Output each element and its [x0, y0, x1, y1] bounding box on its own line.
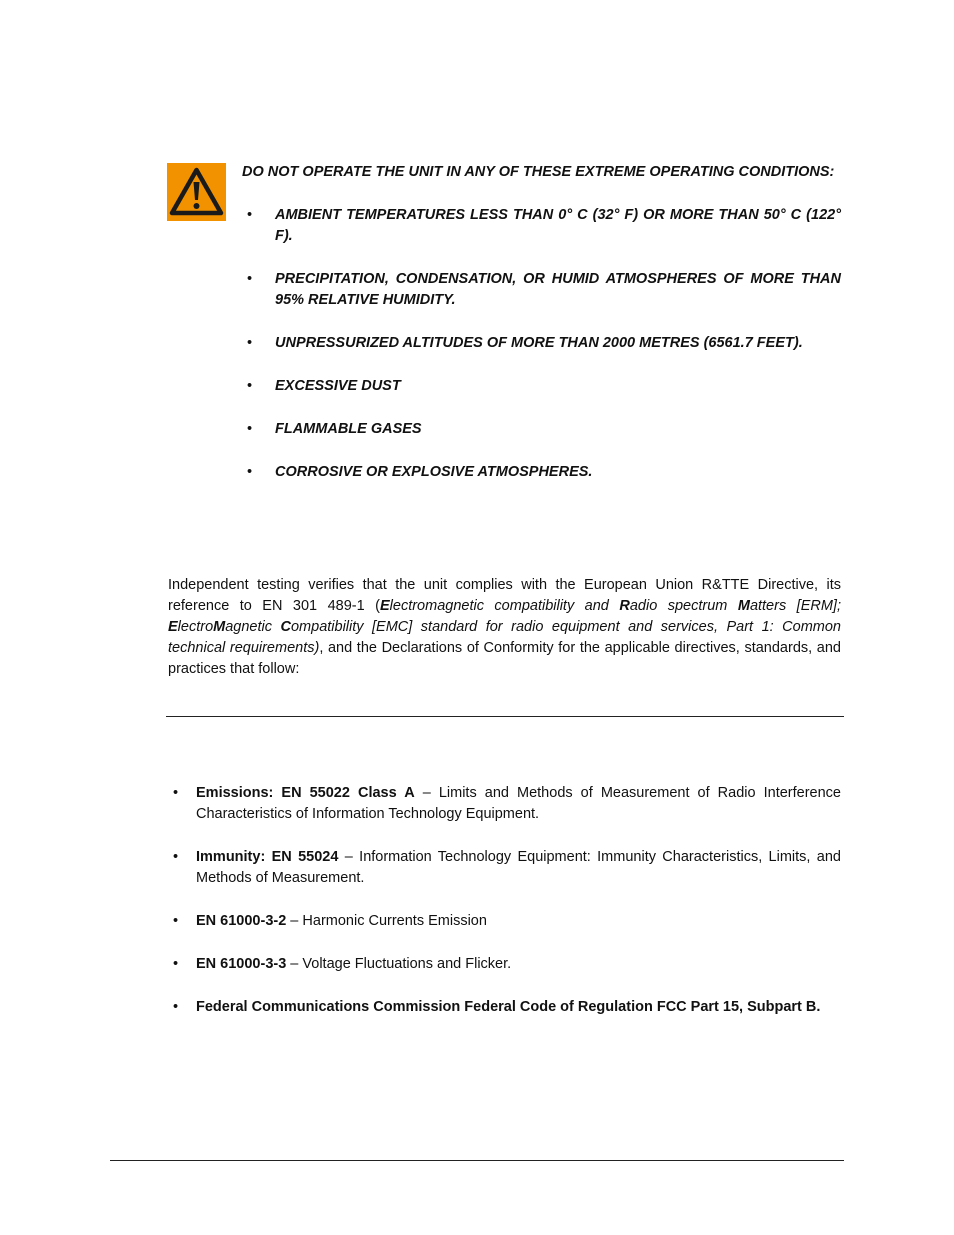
list-item: • AMBIENT TEMPERATURES LESS THAN 0° C (32° F) OR MORE THAN 50° C (122° F). — [242, 205, 841, 247]
warning-title: DO NOT OPERATE THE UNIT IN ANY OF THESE EXTREME OPERATING CONDITIONS: — [242, 164, 835, 180]
warning-list — [242, 205, 841, 483]
footer-divider — [110, 1160, 844, 1161]
standards-list — [168, 783, 841, 1040]
list-item: • Federal Communications Commission Federal Code of Regulation FCC Part 15, Subpart B. — [168, 997, 841, 1018]
warning-block — [242, 162, 841, 505]
list-item: • EXCESSIVE DUST — [242, 376, 841, 397]
list-item: • EN 61000-3-3 – Voltage Fluctuations and Flicker. — [168, 954, 841, 975]
list-item: • PRECIPITATION, CONDENSATION, OR HUMID ATMOSPHERES OF MORE THAN 95% RELATIVE HUMIDITY. — [242, 269, 841, 311]
list-item: • UNPRESSURIZED ALTITUDES OF MORE THAN 2000 METRES (6561.7 FEET). — [242, 333, 841, 354]
warning-triangle-icon — [167, 163, 226, 221]
list-item: • Immunity: EN 55024 – Information Technology Equipment: Immunity Characteristics, Limits, and Methods of Measurement. — [168, 847, 841, 889]
section-divider — [166, 716, 844, 717]
list-item: • CORROSIVE OR EXPLOSIVE ATMOSPHERES. — [242, 462, 841, 483]
compliance-paragraph: Independent testing verifies that the unit complies with the European Union R&TTE Directive, its reference to EN 301 489-1 (Electromagnetic compatibility and Radio spectrum Matters [ERM]; ElectroMagnetic Compatibility [EMC] standard for radio equipment and services, Part 1: Common technical requirements), and the Declarations of Conformity for the applicable directives, standards, and practices that follow: — [168, 577, 841, 677]
list-item: • EN 61000-3-2 – Harmonic Currents Emission — [168, 911, 841, 932]
list-item: • Emissions: EN 55022 Class A – Limits and Methods of Measurement of Radio Interference Characteristics of Information Technology Equipment. — [168, 783, 841, 825]
list-item: • FLAMMABLE GASES — [242, 419, 841, 440]
